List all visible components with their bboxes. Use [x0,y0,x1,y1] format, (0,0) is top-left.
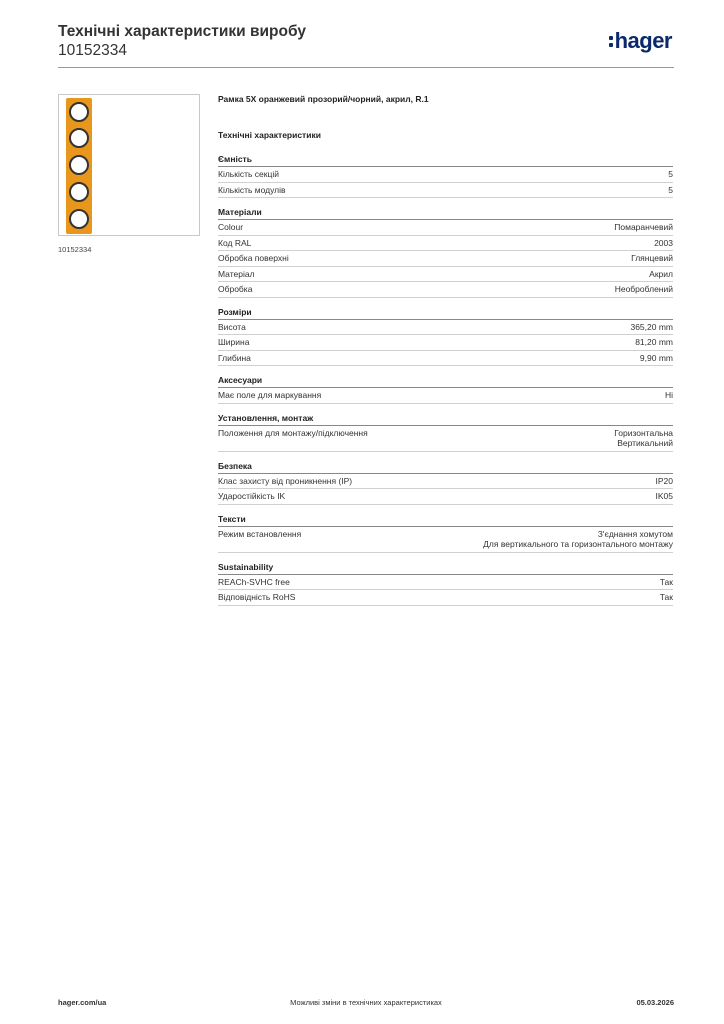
spec-value-line: Помаранчевий [614,222,673,232]
section-title: Аксесуари [218,375,673,388]
spec-value-line: Горизонтальна [614,427,673,438]
spec-label: Режим встановлення [218,528,302,539]
spec-value [615,284,673,295]
spec-label: Має поле для маркування [218,390,322,400]
frame-hole-icon [69,102,89,122]
spec-row [218,267,673,283]
footer-website: hager.com/ua [58,998,107,1007]
spec-label: REACh-SVHC free [218,576,290,587]
spec-row [218,388,673,404]
spec-section [218,154,673,198]
spec-label: Код RAL [218,237,252,248]
spec-value [665,390,673,401]
spec-row [218,351,673,367]
spec-value-line: 5 [668,184,673,195]
frame-hole-icon [69,128,89,148]
spec-value [630,322,673,333]
spec-row [218,167,673,183]
section-title: Ємність [218,154,673,167]
logo-text: hager [614,28,672,53]
spec-value-line: 81,20 mm [635,337,673,347]
spec-value [649,269,673,280]
spec-value-line: Вертикальний [617,438,673,448]
spec-row [218,527,673,553]
spec-label: Colour [218,222,244,232]
spec-value-line: 5 [668,169,673,179]
spec-section [218,562,673,606]
spec-row [218,220,673,236]
header-divider [58,67,674,68]
spec-label: Відповідність RoHS [218,592,296,602]
spec-value [660,592,673,603]
spec-row [218,426,673,452]
frame-hole-icon [69,155,89,175]
page-header [58,22,674,60]
spec-value [614,222,673,233]
spec-value [656,491,674,502]
spec-label: Положення для монтажу/підключення [218,427,368,438]
spec-value-line: Необроблений [614,284,673,294]
spec-label: Обробка поверхні [218,253,289,263]
spec-value-line: Ні [664,390,673,400]
section-title: Тексти [218,514,673,527]
spec-row [218,489,673,505]
spec-section [218,375,673,404]
page-title: Технічні характеристики виробу [58,23,306,40]
spec-row [218,251,673,267]
spec-label: Ширина [218,337,250,347]
section-title: Безпека [218,461,673,474]
spec-label: Обробка [218,284,253,294]
spec-heading: Технічні характеристики [218,130,321,140]
spec-row [218,183,673,199]
frame-hole-icon [69,182,89,202]
spec-value-line: Глянцевий [631,253,673,263]
spec-value-line: Акрил [649,268,673,279]
spec-label: Клас захисту від проникнення (IP) [218,475,353,486]
spec-value [668,169,673,180]
logo-dots-icon [609,36,613,47]
spec-value [656,476,674,487]
spec-label: Висота [218,321,246,332]
spec-value-line: З'єднання хомутом [597,528,673,539]
spec-value-line: 2003 [654,237,673,248]
spec-value [660,577,673,588]
spec-section [218,207,673,298]
product-name: Рамка 5Х оранжевий прозорий/чорний, акрил, R.1 [218,94,429,104]
spec-row [218,575,673,591]
spec-row [218,474,673,490]
spec-row [218,335,673,351]
hager-logo [609,28,672,54]
spec-value [614,428,673,449]
spec-value [668,185,673,196]
spec-section [218,307,673,367]
footer-note: Можливі зміни в технічних характеристиках [290,998,442,1007]
section-title: Sustainability [218,562,673,575]
spec-content [218,94,673,615]
spec-value [640,353,673,364]
spec-value-line: 9,90 mm [639,352,673,363]
product-image [58,94,200,236]
spec-sections [218,154,673,606]
spec-label: Матеріал [218,268,255,279]
spec-value-line: IK05 [655,491,673,501]
spec-section [218,413,673,452]
spec-section [218,461,673,505]
spec-value [635,337,673,348]
section-title: Установлення, монтаж [218,413,673,426]
section-title: Розміри [218,307,673,320]
section-title: Матеріали [218,207,673,220]
footer-date: 05.03.2026 [636,998,674,1007]
spec-row [218,282,673,298]
spec-label: Кількість модулів [218,184,286,195]
spec-value-line: 365,20 mm [630,321,673,332]
product-code: 10152334 [58,42,127,59]
spec-label: Глибина [218,352,251,363]
spec-value [631,253,673,264]
frame-hole-icon [69,209,89,229]
spec-value [483,529,673,550]
spec-value-line: IP20 [655,475,673,486]
spec-label: Кількість секцій [218,169,279,179]
spec-row [218,236,673,252]
image-caption: 10152334 [58,245,92,254]
frame-5x-icon [66,98,92,234]
spec-label: Ударостійкість IK [218,491,286,501]
spec-value [654,238,673,249]
spec-row [218,320,673,336]
spec-value-line: Для вертикального та горизонтального монтажу [483,539,673,549]
spec-row [218,590,673,606]
spec-value-line: Так [659,592,673,602]
spec-section [218,514,673,553]
spec-value-line: Так [659,576,673,587]
